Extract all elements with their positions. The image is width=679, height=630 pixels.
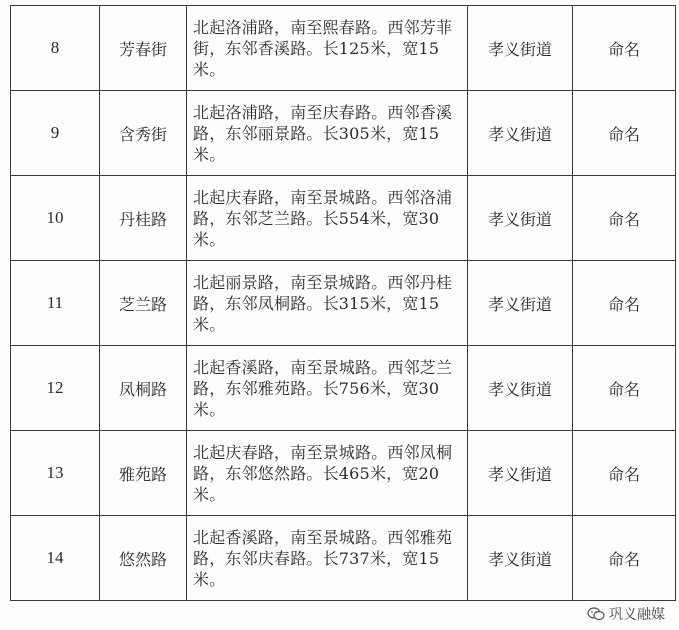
row-number-cell — [11, 431, 100, 516]
table-row — [11, 176, 676, 261]
action-type: 命名 — [607, 294, 640, 314]
action-type: 命名 — [607, 379, 640, 399]
action-cell — [573, 431, 676, 516]
action-cell — [573, 346, 676, 431]
row-number: 8 — [50, 38, 60, 57]
watermark-text: 巩义融媒 — [609, 607, 665, 623]
road-name-cell — [100, 261, 187, 346]
subdistrict-cell — [468, 346, 573, 431]
road-description: 北起香溪路，南至景城路。西邻雅苑路，东邻庆春路。长737米，宽15米。 — [193, 527, 453, 589]
subdistrict-cell — [468, 91, 573, 176]
action-cell — [573, 91, 676, 176]
road-description-cell — [187, 431, 468, 516]
road-description: 北起洛浦路，南至熙春路。西邻芳菲街，东邻香溪路。长125米，宽15米。 — [193, 17, 453, 79]
table-row — [11, 346, 676, 431]
road-description: 北起香溪路，南至景城路。西邻芝兰路，东邻雅苑路。长756米，宽30米。 — [193, 357, 453, 419]
road-name-cell — [100, 431, 187, 516]
subdistrict-cell — [468, 6, 573, 91]
table-row — [11, 91, 676, 176]
row-number: 9 — [50, 123, 60, 142]
subdistrict-cell — [468, 516, 573, 601]
action-cell — [573, 176, 676, 261]
row-number-cell — [11, 346, 100, 431]
road-description-cell — [187, 91, 468, 176]
road-name: 芝兰路 — [118, 294, 167, 314]
action-type: 命名 — [607, 39, 640, 59]
road-name: 雅苑路 — [118, 464, 167, 484]
road-name-cell — [100, 176, 187, 261]
road-description: 北起庆春路，南至景城路。西邻凤桐路，东邻悠然路。长465米，宽20米。 — [193, 442, 453, 504]
wechat-icon — [587, 607, 605, 621]
subdistrict-name: 孝义街道 — [487, 464, 552, 484]
road-description-cell — [187, 176, 468, 261]
row-number: 13 — [46, 463, 64, 482]
road-naming-table — [10, 5, 676, 601]
action-type: 命名 — [607, 549, 640, 569]
subdistrict-name: 孝义街道 — [487, 209, 552, 229]
action-cell — [573, 516, 676, 601]
row-number: 14 — [46, 548, 64, 567]
road-description: 北起洛浦路，南至庆春路。西邻香溪路，东邻丽景路。长305米，宽15米。 — [193, 102, 453, 164]
subdistrict-cell — [468, 261, 573, 346]
action-cell — [573, 6, 676, 91]
table-row — [11, 261, 676, 346]
subdistrict-cell — [468, 176, 573, 261]
row-number: 12 — [46, 378, 64, 397]
road-description-cell — [187, 6, 468, 91]
row-number-cell — [11, 6, 100, 91]
table-row — [11, 431, 676, 516]
road-description-cell — [187, 516, 468, 601]
row-number: 11 — [46, 293, 64, 312]
row-number-cell — [11, 176, 100, 261]
action-type: 命名 — [607, 464, 640, 484]
road-name: 含秀街 — [118, 124, 167, 144]
road-name: 芳春街 — [118, 39, 167, 59]
road-description: 北起丽景路，南至景城路。西邻丹桂路，东邻凤桐路。长315米，宽15米。 — [193, 272, 453, 334]
road-name-cell — [100, 346, 187, 431]
road-name: 丹桂路 — [118, 209, 167, 229]
road-description-cell — [187, 261, 468, 346]
table-row — [11, 6, 676, 91]
action-type: 命名 — [607, 209, 640, 229]
subdistrict-name: 孝义街道 — [487, 294, 552, 314]
action-cell — [573, 261, 676, 346]
road-name-cell — [100, 91, 187, 176]
subdistrict-name: 孝义街道 — [487, 549, 552, 569]
source-watermark — [587, 604, 665, 624]
subdistrict-name: 孝义街道 — [487, 39, 552, 59]
row-number-cell — [11, 516, 100, 601]
subdistrict-cell — [468, 431, 573, 516]
row-number: 10 — [46, 208, 64, 227]
table-row — [11, 516, 676, 601]
road-name: 悠然路 — [118, 549, 167, 569]
row-number-cell — [11, 261, 100, 346]
road-description: 北起庆春路，南至景城路。西邻洛浦路，东邻芝兰路。长554米，宽30米。 — [193, 187, 453, 249]
subdistrict-name: 孝义街道 — [487, 379, 552, 399]
subdistrict-name: 孝义街道 — [487, 124, 552, 144]
road-name: 凤桐路 — [118, 379, 167, 399]
row-number-cell — [11, 91, 100, 176]
action-type: 命名 — [607, 124, 640, 144]
road-name-cell — [100, 6, 187, 91]
road-name-cell — [100, 516, 187, 601]
road-description-cell — [187, 346, 468, 431]
